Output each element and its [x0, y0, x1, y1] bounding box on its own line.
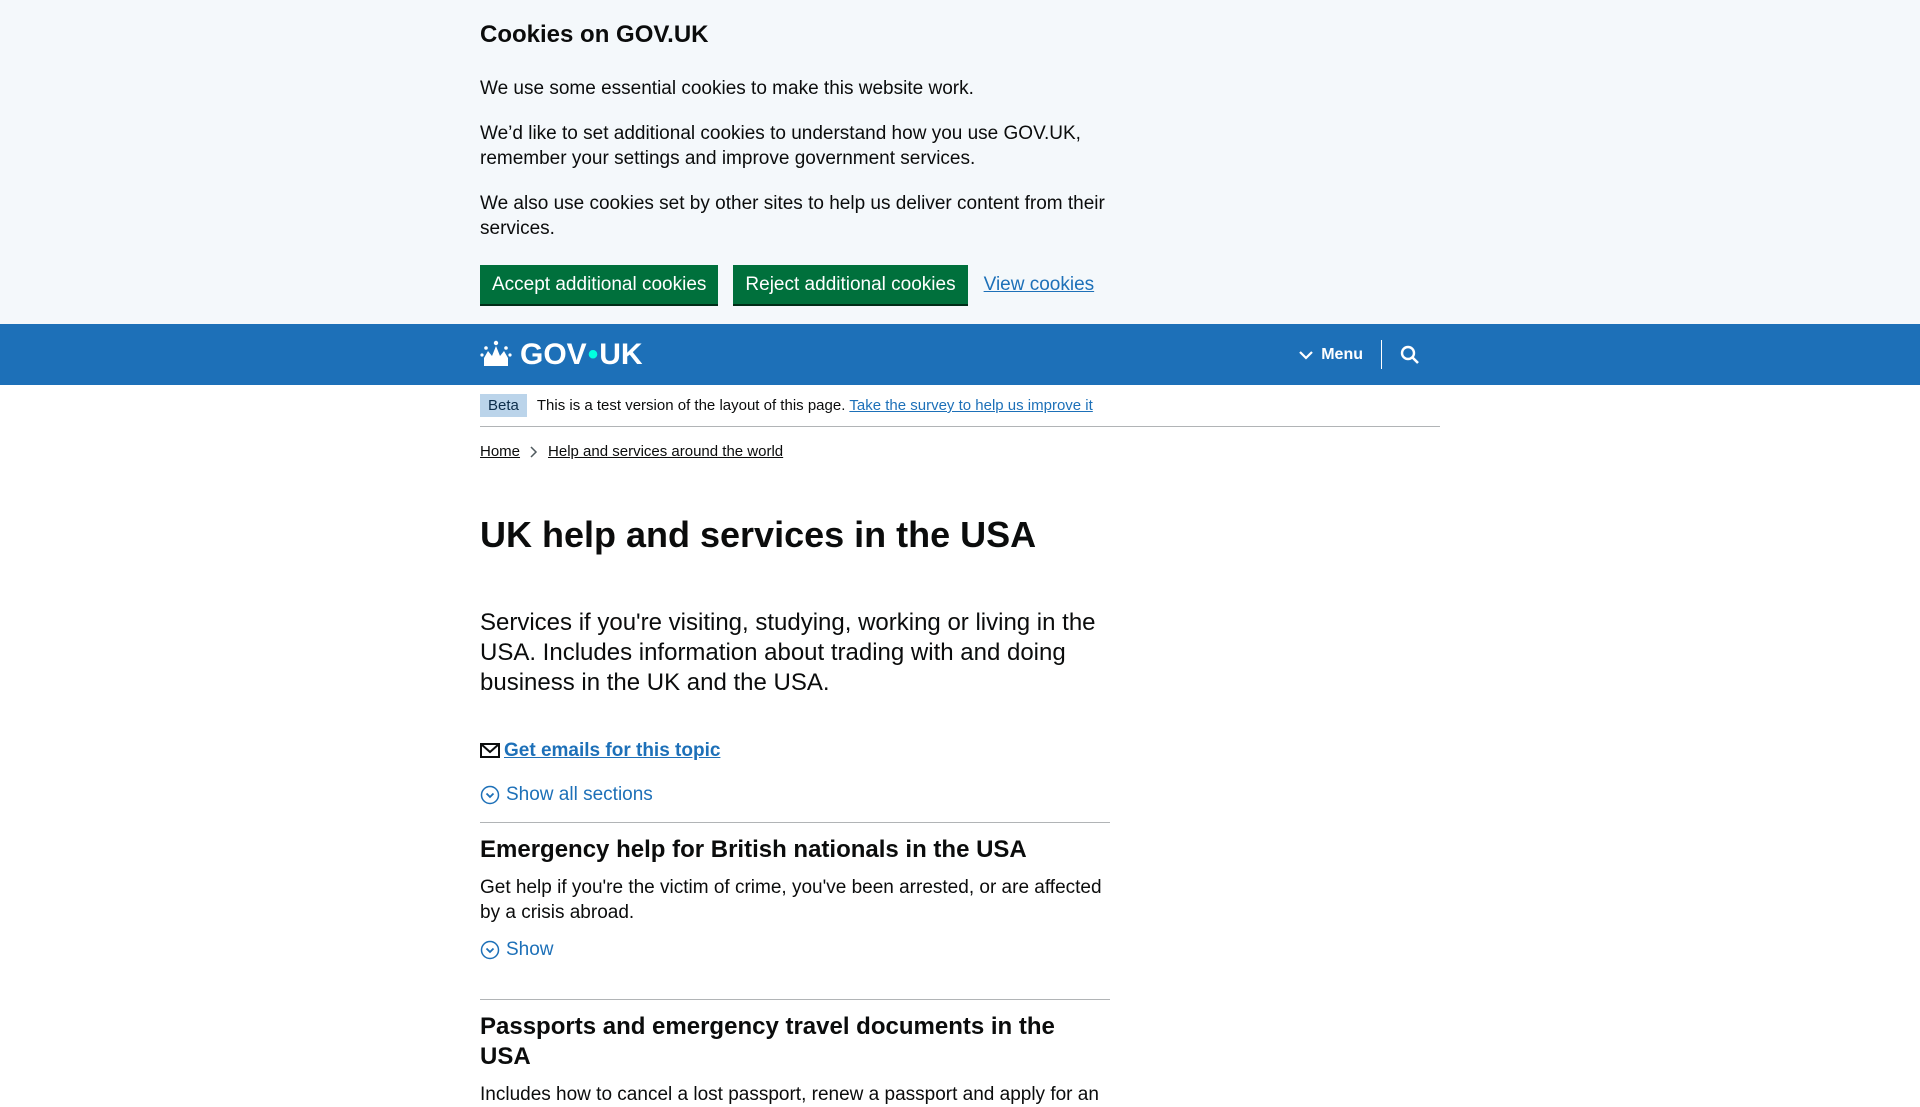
- show-section-button[interactable]: [480, 939, 1110, 961]
- show-all-sections-button[interactable]: [480, 784, 1440, 806]
- survey-link[interactable]: Take the survey to help us improve it: [849, 397, 1093, 414]
- chevron-right-icon: [530, 446, 538, 458]
- cookie-actions: [480, 265, 1440, 304]
- search-button[interactable]: [1382, 345, 1420, 365]
- section-title[interactable]: Emergency help for British nationals in the USA: [480, 836, 1027, 863]
- cookie-banner-text-1: We use some essential cookies to make this website work.: [480, 78, 974, 99]
- phase-banner: [480, 385, 1440, 427]
- logo-text-gov: GOV: [520, 337, 587, 371]
- menu-button[interactable]: [1299, 340, 1382, 369]
- chevron-down-icon: [1299, 350, 1313, 360]
- breadcrumb: [480, 443, 1440, 460]
- chevron-circle-down-icon: [480, 940, 500, 960]
- cookie-banner-text-2: We’d like to set additional cookies to understand how you use GOV.UK, remember your settings and improve government services.: [480, 123, 1081, 169]
- section-summary: Includes how to cancel a lost passport, renew a passport and apply for an: [480, 1084, 1099, 1105]
- accept-cookies-button[interactable]: Accept additional cookies: [480, 265, 718, 304]
- cookie-banner-text-3: We also use cookies set by other sites to help us deliver content from their services.: [480, 193, 1105, 239]
- chevron-circle-down-icon: [480, 785, 500, 805]
- accordion-section: [480, 999, 1110, 1107]
- beta-tag: Beta: [480, 394, 527, 417]
- envelope-icon: [480, 743, 500, 759]
- menu-label: Menu: [1321, 345, 1363, 363]
- govuk-logo[interactable]: [480, 338, 643, 372]
- cookie-banner-title: Cookies on GOV.UK: [480, 21, 709, 48]
- accordion-section: [480, 822, 1110, 961]
- logo-dot: •: [587, 337, 599, 371]
- email-signup: [480, 740, 1440, 762]
- reject-cookies-button[interactable]: Reject additional cookies: [733, 265, 967, 304]
- site-header: [0, 324, 1920, 385]
- show-label: Show: [506, 939, 554, 960]
- view-cookies-link[interactable]: View cookies: [983, 273, 1095, 295]
- breadcrumb-help-services[interactable]: Help and services around the world: [548, 443, 784, 460]
- breadcrumb-home[interactable]: Home: [480, 443, 521, 460]
- page-title: UK help and services in the USA: [480, 514, 1037, 555]
- cookie-banner: [0, 0, 1920, 324]
- search-icon: [1400, 345, 1420, 365]
- header-actions: [1299, 340, 1420, 369]
- show-all-label: Show all sections: [506, 784, 653, 805]
- crown-icon: [480, 340, 512, 370]
- page-lede: Services if you're visiting, studying, working or living in the USA. Includes information about trading with and doing business in the UK and the USA.: [480, 609, 1096, 696]
- beta-text: This is a test version of the layout of this page.: [536, 397, 846, 414]
- get-emails-link[interactable]: Get emails for this topic: [504, 740, 721, 761]
- logo-text-uk: UK: [599, 337, 643, 371]
- section-summary: Get help if you're the victim of crime, you've been arrested, or are affected by a crisis abroad.: [480, 877, 1102, 923]
- section-title[interactable]: Passports and emergency travel documents in the USA: [480, 1013, 1055, 1070]
